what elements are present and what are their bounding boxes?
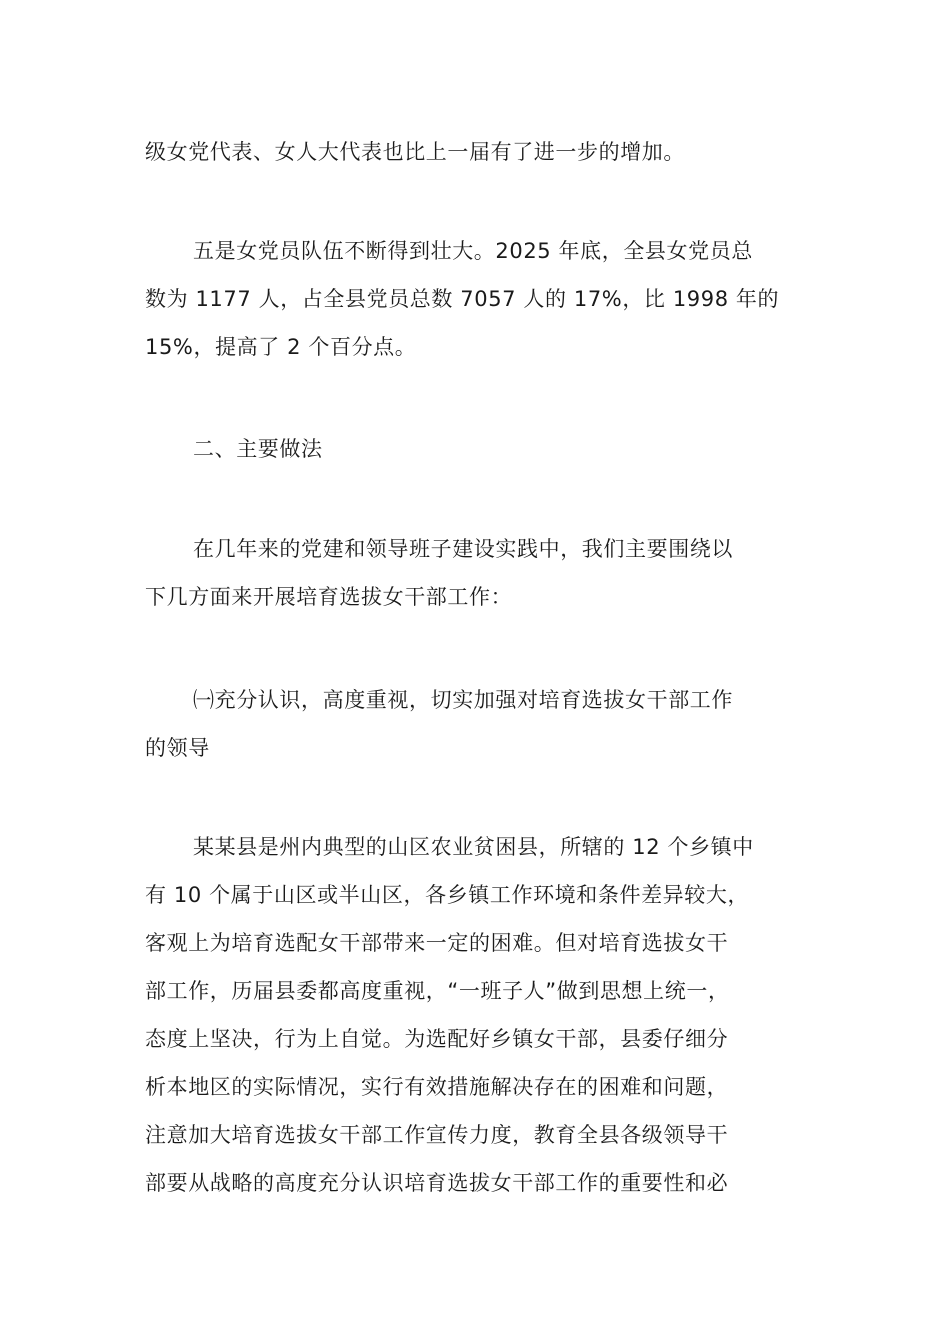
heading-line: 二、主要做法 [193,437,323,461]
text-line: 注意加大培育选拔女干部工作宣传力度，教育全县各级领导干 [145,1123,729,1147]
text-line: 级女党代表、女人大代表也比上一届有了进一步的增加。 [145,140,685,164]
text-line: 部工作，历届县委都高度重视，“一班子人”做到思想上统一， [145,979,730,1003]
paragraph-intro-practices [145,525,825,621]
paragraph-county-situation [145,823,825,1207]
paragraph-continuation [145,128,825,176]
text-line: 数为 1177 人，占全县党员总数 7057 人的 17%，比 1998 年的 [145,287,780,311]
text-line: 态度上坚决，行为上自觉。为选配好乡镇女干部，县委仔细分 [145,1027,729,1051]
heading-line: ㈠充分认识，高度重视，切实加强对培育选拔女干部工作 [193,688,733,712]
subheading-leadership [145,676,825,772]
text-line: 15%，提高了 2 个百分点。 [145,335,417,359]
text-line: 某某县是州内典型的山区农业贫困县，所辖的 12 个乡镇中 [193,835,754,859]
text-line: 客观上为培育选配女干部带来一定的困难。但对培育选拔女干 [145,931,729,955]
text-line: 析本地区的实际情况，实行有效措施解决存在的困难和问题， [145,1075,729,1099]
section-heading-main-practices [145,425,825,473]
text-line: 有 10 个属于山区或半山区，各乡镇工作环境和条件差异较大， [145,883,750,907]
text-line: 五是女党员队伍不断得到壮大。2025 年底，全县女党员总 [193,239,753,263]
text-line: 下几方面来开展培育选拔女干部工作： [145,585,513,609]
text-line: 在几年来的党建和领导班子建设实践中，我们主要围绕以 [193,537,733,561]
heading-line: 的领导 [145,736,210,760]
text-line: 部要从战略的高度充分认识培育选拔女干部工作的重要性和必 [145,1171,729,1195]
paragraph-female-party-members [145,227,825,371]
